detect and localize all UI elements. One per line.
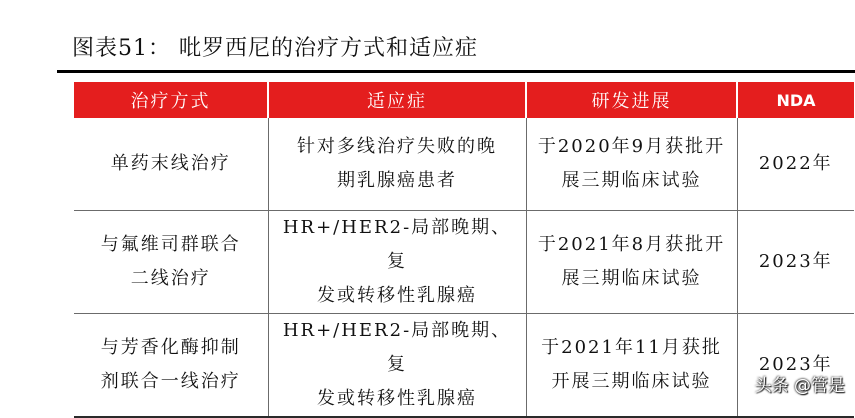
cell-nda: 2023年 bbox=[737, 314, 854, 418]
source-watermark: 头条 @管是 bbox=[754, 376, 845, 396]
figure-title: 图表51： 吡罗西尼的治疗方式和适应症 bbox=[72, 36, 478, 61]
cell-indication: HR+/HER2-局部晚期、复 发或转移性乳腺癌 bbox=[268, 211, 526, 314]
header-progress: 研发进展 bbox=[526, 82, 737, 118]
cell-progress: 于2021年11月获批 开展三期临床试验 bbox=[526, 314, 737, 418]
header-method: 治疗方式 bbox=[74, 82, 268, 118]
cell-indication: HR+/HER2-局部晚期、复 发或转移性乳腺癌 bbox=[268, 314, 526, 418]
table-row bbox=[74, 211, 854, 314]
header-indication: 适应症 bbox=[268, 82, 526, 118]
title-underline bbox=[57, 70, 855, 73]
cell-indication: 针对多线治疗失败的晚 期乳腺癌患者 bbox=[268, 118, 526, 211]
cell-method: 与芳香化酶抑制 剂联合一线治疗 bbox=[74, 314, 268, 418]
cell-nda: 2022年 bbox=[737, 118, 854, 211]
table-row bbox=[74, 314, 854, 418]
table-header-row bbox=[74, 82, 854, 118]
cell-method: 单药末线治疗 bbox=[74, 118, 268, 211]
cell-progress: 于2021年8月获批开 展三期临床试验 bbox=[526, 211, 737, 314]
cell-progress: 于2020年9月获批开 展三期临床试验 bbox=[526, 118, 737, 211]
cell-nda: 2023年 bbox=[737, 211, 854, 314]
treatment-table bbox=[74, 82, 854, 418]
cell-method: 与氟维司群联合 二线治疗 bbox=[74, 211, 268, 314]
table-row bbox=[74, 118, 854, 211]
header-nda: NDA bbox=[737, 82, 854, 118]
